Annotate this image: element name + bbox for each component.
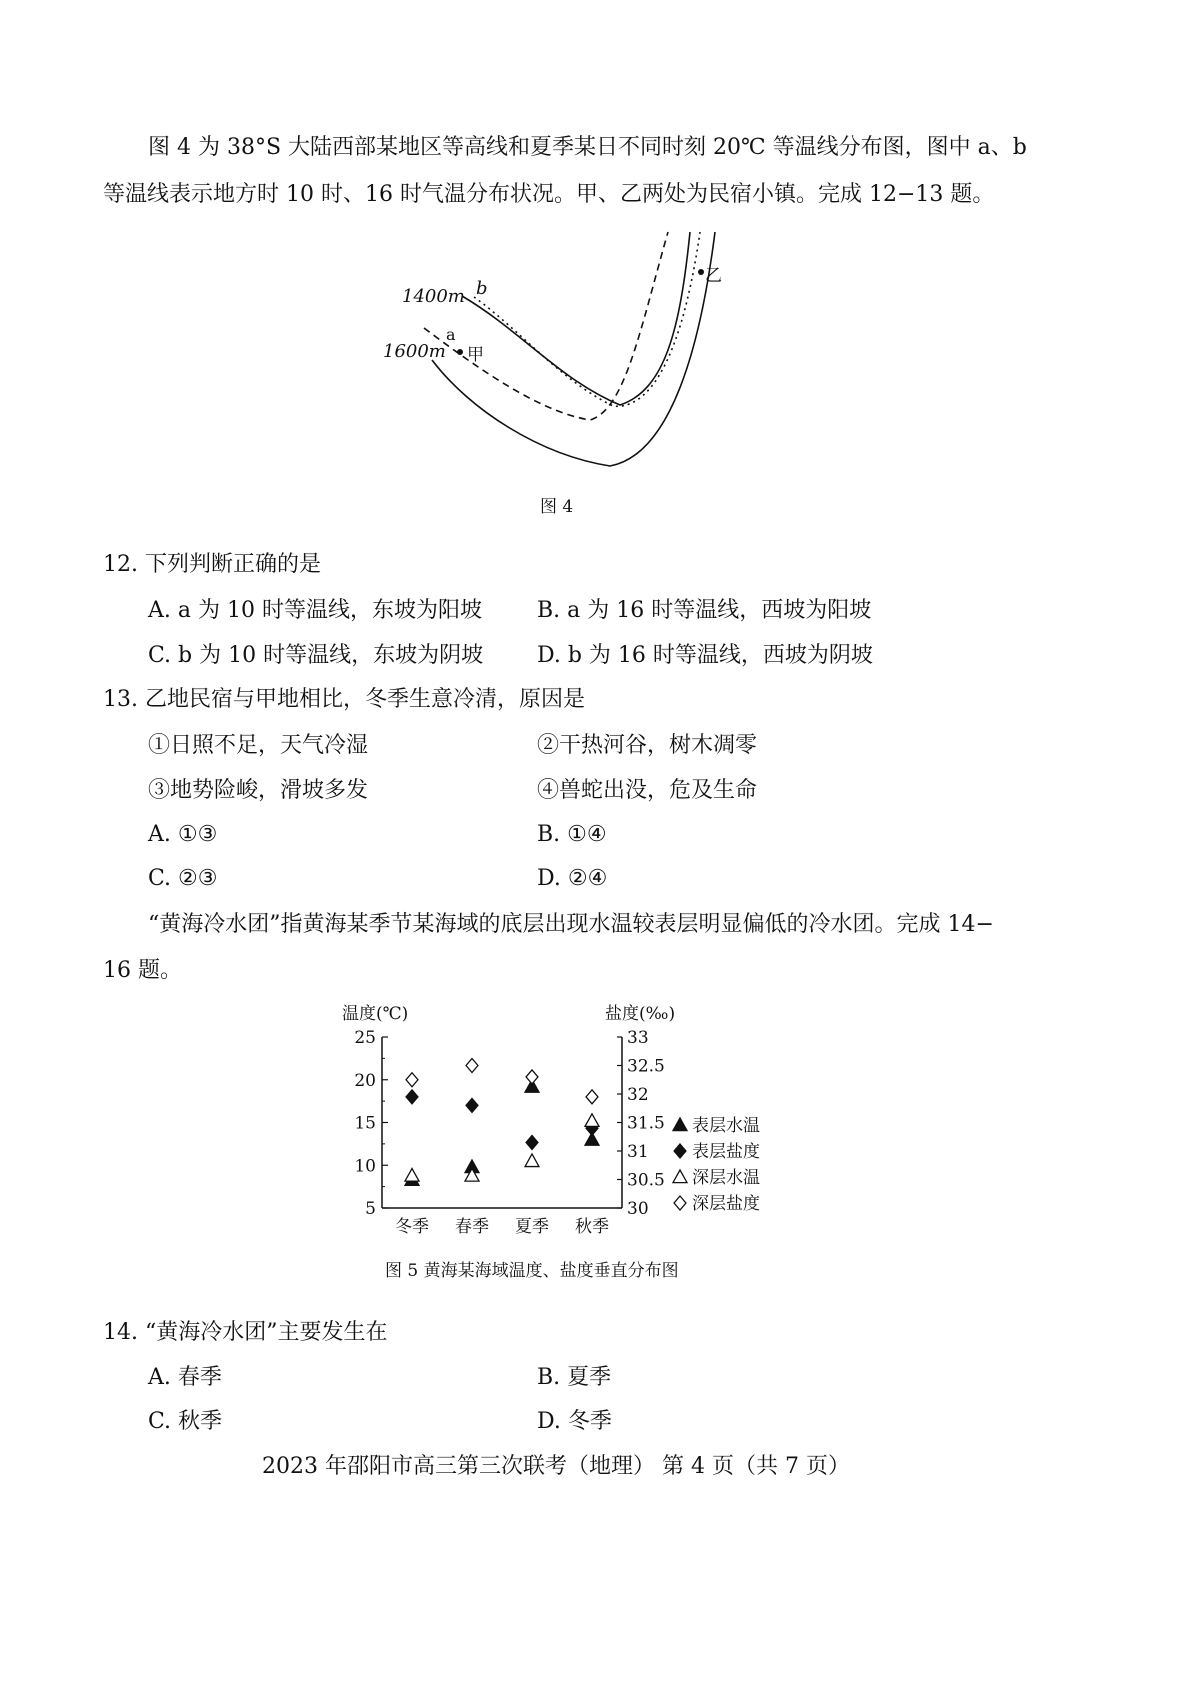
legend-label-1: 表层盐度	[692, 1142, 760, 1162]
y-axis-label: 温度(℃)	[342, 1004, 409, 1024]
legend-marker-1	[674, 1144, 686, 1158]
y2-tick-label: 31.5	[627, 1113, 665, 1134]
y-tick-label: 25	[354, 1028, 376, 1048]
x-tick-label: 夏季	[515, 1217, 549, 1237]
intro2-line-2: 16 题。	[103, 958, 182, 983]
y-tick-label: 20	[354, 1070, 376, 1091]
figure-4-caption: 图 4	[540, 497, 574, 517]
q12-option-b: B. a 为 16 时等温线，西坡为阳坡	[537, 598, 872, 623]
data-point-3-3	[586, 1090, 598, 1104]
figure-5-caption: 图 5 黄海某海域温度、盐度垂直分布图	[385, 1261, 679, 1281]
data-point-3-1	[466, 1059, 478, 1073]
label-1400m: 1400m	[402, 286, 465, 307]
figure-4-contour-map	[370, 225, 770, 475]
intro-line-2: 等温线表示地方时 10 时、16 时气温分布状况。甲、乙两处为民宿小镇。完成 12−13 题。	[103, 182, 995, 207]
point-jia	[457, 349, 463, 355]
q14-option-c: C. 秋季	[148, 1409, 223, 1434]
y-tick-label: 10	[354, 1156, 376, 1177]
data-point-2-2	[525, 1154, 539, 1167]
x-tick-label: 秋季	[575, 1217, 609, 1237]
label-1600m: 1600m	[383, 341, 446, 362]
y-tick-label: 5	[365, 1199, 376, 1219]
figure-5-chart	[330, 995, 790, 1245]
isotherm-b	[474, 232, 700, 406]
y2-tick-label: 31	[627, 1142, 649, 1162]
y2-tick-label: 33	[627, 1028, 649, 1048]
q13-statement-3: ③地势险峻，滑坡多发	[148, 778, 369, 803]
q14-option-b: B. 夏季	[537, 1365, 612, 1390]
label-jia: 甲	[467, 345, 484, 365]
legend-label-3: 深层盐度	[692, 1194, 760, 1214]
data-point-1-1	[466, 1098, 478, 1112]
q12-stem: 12. 下列判断正确的是	[103, 552, 321, 577]
x-tick-label: 冬季	[395, 1217, 429, 1237]
legend-label-0: 表层水温	[692, 1116, 760, 1136]
q12-option-d: D. b 为 16 时等温线，西坡为阴坡	[537, 643, 873, 668]
data-point-3-2	[526, 1070, 538, 1084]
q14-option-d: D. 冬季	[537, 1409, 612, 1434]
label-b: b	[476, 278, 488, 299]
data-point-1-0	[406, 1090, 418, 1104]
q13-stem: 13. 乙地民宿与甲地相比，冬季生意冷清，原因是	[103, 687, 585, 712]
y2-tick-label: 32	[627, 1085, 649, 1105]
label-yi: 乙	[705, 266, 722, 286]
q14-stem: 14. “黄海冷水团”主要发生在	[103, 1320, 388, 1345]
y2-tick-label: 30.5	[627, 1170, 665, 1191]
y2-tick-label: 32.5	[627, 1056, 665, 1077]
q13-statement-1: ①日照不足，天气冷湿	[148, 733, 369, 758]
q12-option-a: A. a 为 10 时等温线，东坡为阳坡	[148, 598, 482, 623]
q12-option-c: C. b 为 10 时等温线，东坡为阴坡	[148, 643, 484, 668]
q13-statement-4: ④兽蛇出没，危及生命	[537, 778, 758, 803]
y-tick-label: 15	[354, 1113, 376, 1134]
q13-option-d: D. ②④	[537, 866, 608, 891]
y2-tick-label: 30	[627, 1199, 649, 1219]
data-point-2-3	[585, 1114, 599, 1127]
intro-line-1: 图 4 为 38°S 大陆西部某地区等高线和夏季某日不同时刻 20℃ 等温线分布图，图中 a、b	[148, 135, 1027, 160]
q13-option-c: C. ②③	[148, 866, 218, 891]
legend-marker-0	[673, 1118, 687, 1131]
legend-label-2: 深层水温	[692, 1168, 760, 1188]
y2-axis-label: 盐度(‰)	[605, 1004, 676, 1024]
label-a: a	[446, 325, 456, 344]
point-yi	[698, 269, 704, 275]
intro2-line-1: “黄海冷水团”指黄海某季节某海域的底层出现水温较表层明显偏低的冷水团。完成 14−	[148, 912, 994, 937]
x-tick-label: 春季	[455, 1217, 489, 1237]
q13-option-a: A. ①③	[148, 822, 218, 847]
legend-marker-2	[673, 1170, 687, 1183]
data-point-3-0	[406, 1073, 418, 1087]
q13-option-b: B. ①④	[537, 822, 607, 847]
q14-option-a: A. 春季	[148, 1365, 222, 1390]
q13-statement-2: ②干热河谷，树木凋零	[537, 733, 758, 758]
data-point-1-2	[526, 1135, 538, 1149]
legend-marker-3	[674, 1196, 686, 1210]
page-footer: 2023 年邵阳市高三第三次联考（地理） 第 4 页（共 7 页）	[262, 1454, 850, 1479]
data-point-2-0	[405, 1169, 419, 1182]
